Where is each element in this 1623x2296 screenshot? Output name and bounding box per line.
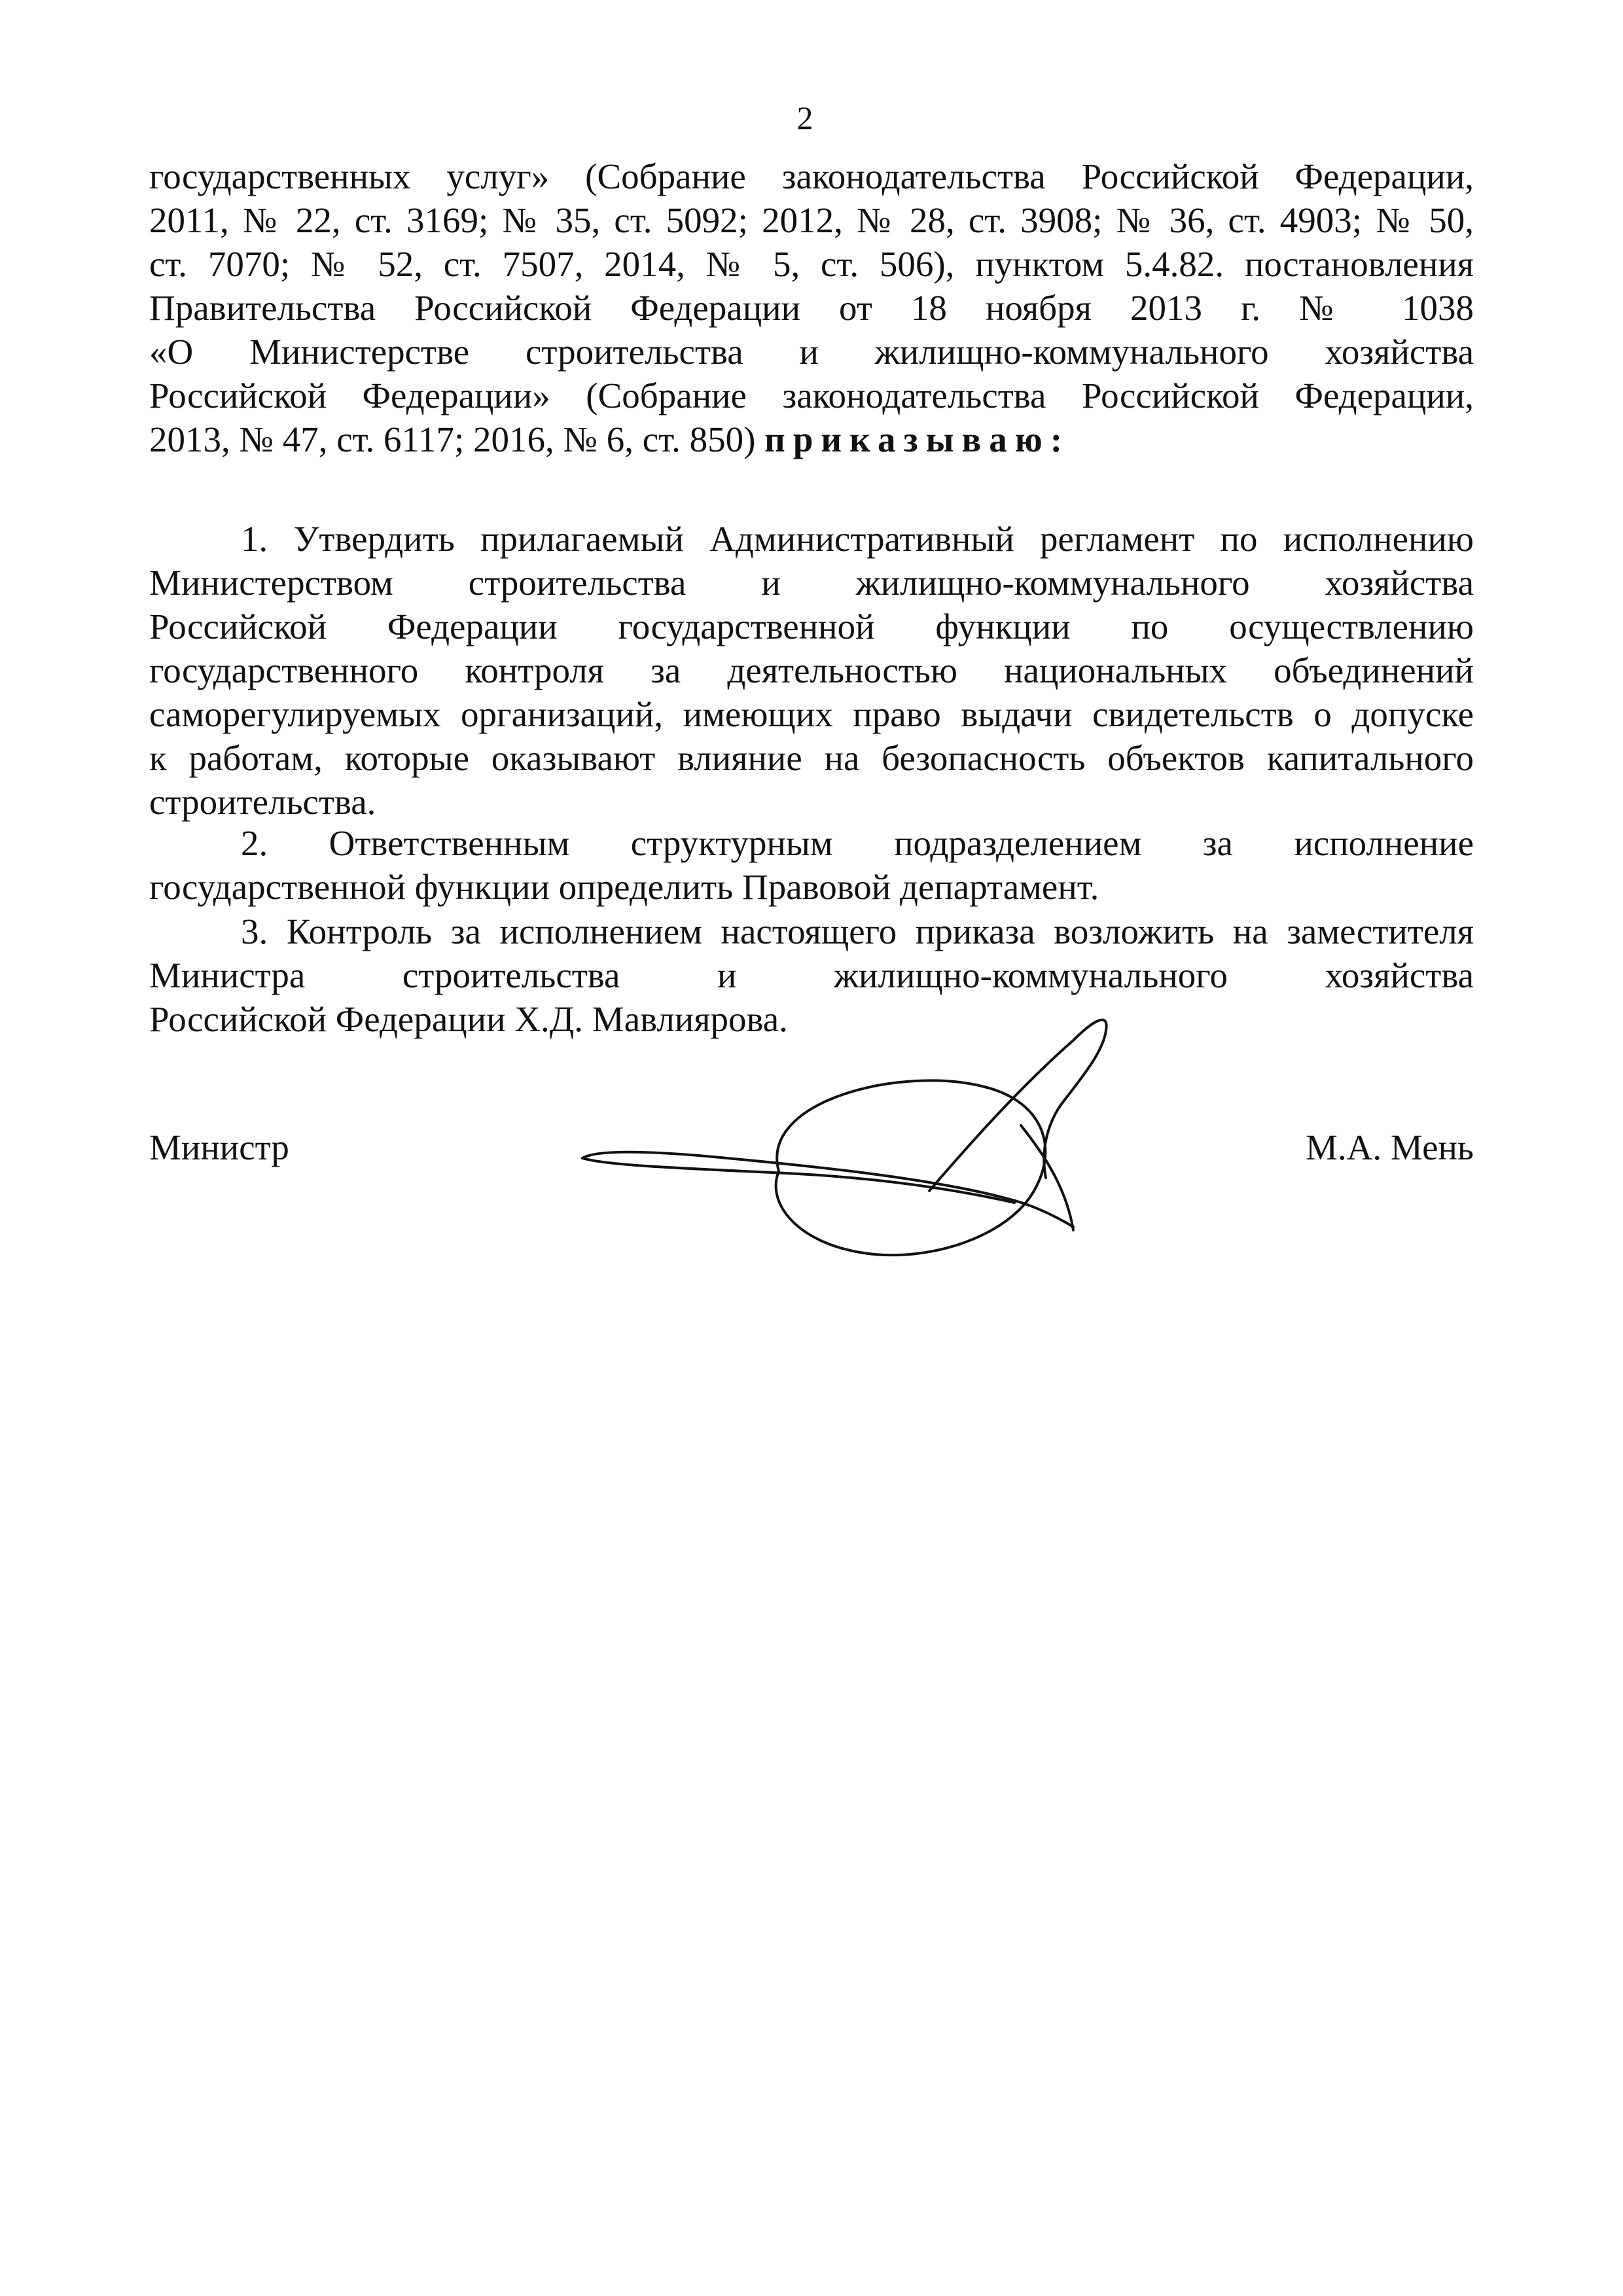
text-line: саморегулируемых организаций, имеющих право выдачи свидетельств о допуске [149, 694, 1474, 734]
text-line: Правительства Российской Федерации от 18 ноября 2013 г. № 1038 [149, 288, 1474, 328]
text-line: к работам, которые оказывают влияние на безопасность объектов капитального [149, 738, 1474, 778]
text-line: «О Министерстве строительства и жилищно-коммунального хозяйства [149, 332, 1474, 372]
text-line: Министерством строительства и жилищно-коммунального хозяйства [149, 563, 1474, 603]
text-line: 1. Утвердить прилагаемый Административный регламент по исполнению [241, 519, 1474, 559]
text-line: Российской Федерации Х.Д. Мавлиярова. [149, 999, 788, 1039]
item-2-paragraph [149, 821, 1474, 909]
citation-text: 2013, № 47, ст. 6117; 2016, № 6, ст. 850) [149, 419, 756, 459]
text-line: государственных услуг» (Собрание законодательства Российской Федерации, [149, 156, 1474, 196]
text-line: 2011, № 22, ст. 3169; № 35, ст. 5092; 2012, № 28, ст. 3908; № 36, ст. 4903; № 50, [149, 200, 1474, 240]
signatory-name: М.А. Мень [1306, 1127, 1474, 1167]
text-line [149, 417, 1474, 461]
text-line: ст. 7070; № 52, ст. 7507, 2014, № 5, ст. 506), пунктом 5.4.82. постановления [149, 244, 1474, 284]
item-1-paragraph [149, 517, 1474, 824]
text-line: 3. Контроль за исполнением настоящего приказа возложить на заместителя [241, 911, 1474, 951]
text-line: государственной функции определить Правовой департамент. [149, 867, 1099, 907]
order-word: приказываю: [764, 419, 1071, 459]
text-line: Министра строительства и жилищно-коммунального хозяйства [149, 955, 1474, 995]
text-line: государственного контроля за деятельностью национальных объединений [149, 650, 1474, 690]
handwritten-signature [563, 995, 1243, 1269]
text-line: строительства. [149, 782, 376, 822]
page-number: 2 [796, 99, 813, 136]
text-line: Российской Федерации государственной функции по осуществлению [149, 607, 1474, 646]
signatory-title: Министр [149, 1127, 289, 1167]
preamble-paragraph [149, 154, 1474, 461]
text-line: Российской Федерации» (Собрание законодательства Российской Федерации, [149, 376, 1474, 415]
text-line: 2. Ответственным структурным подразделением за исполнение [241, 823, 1474, 863]
